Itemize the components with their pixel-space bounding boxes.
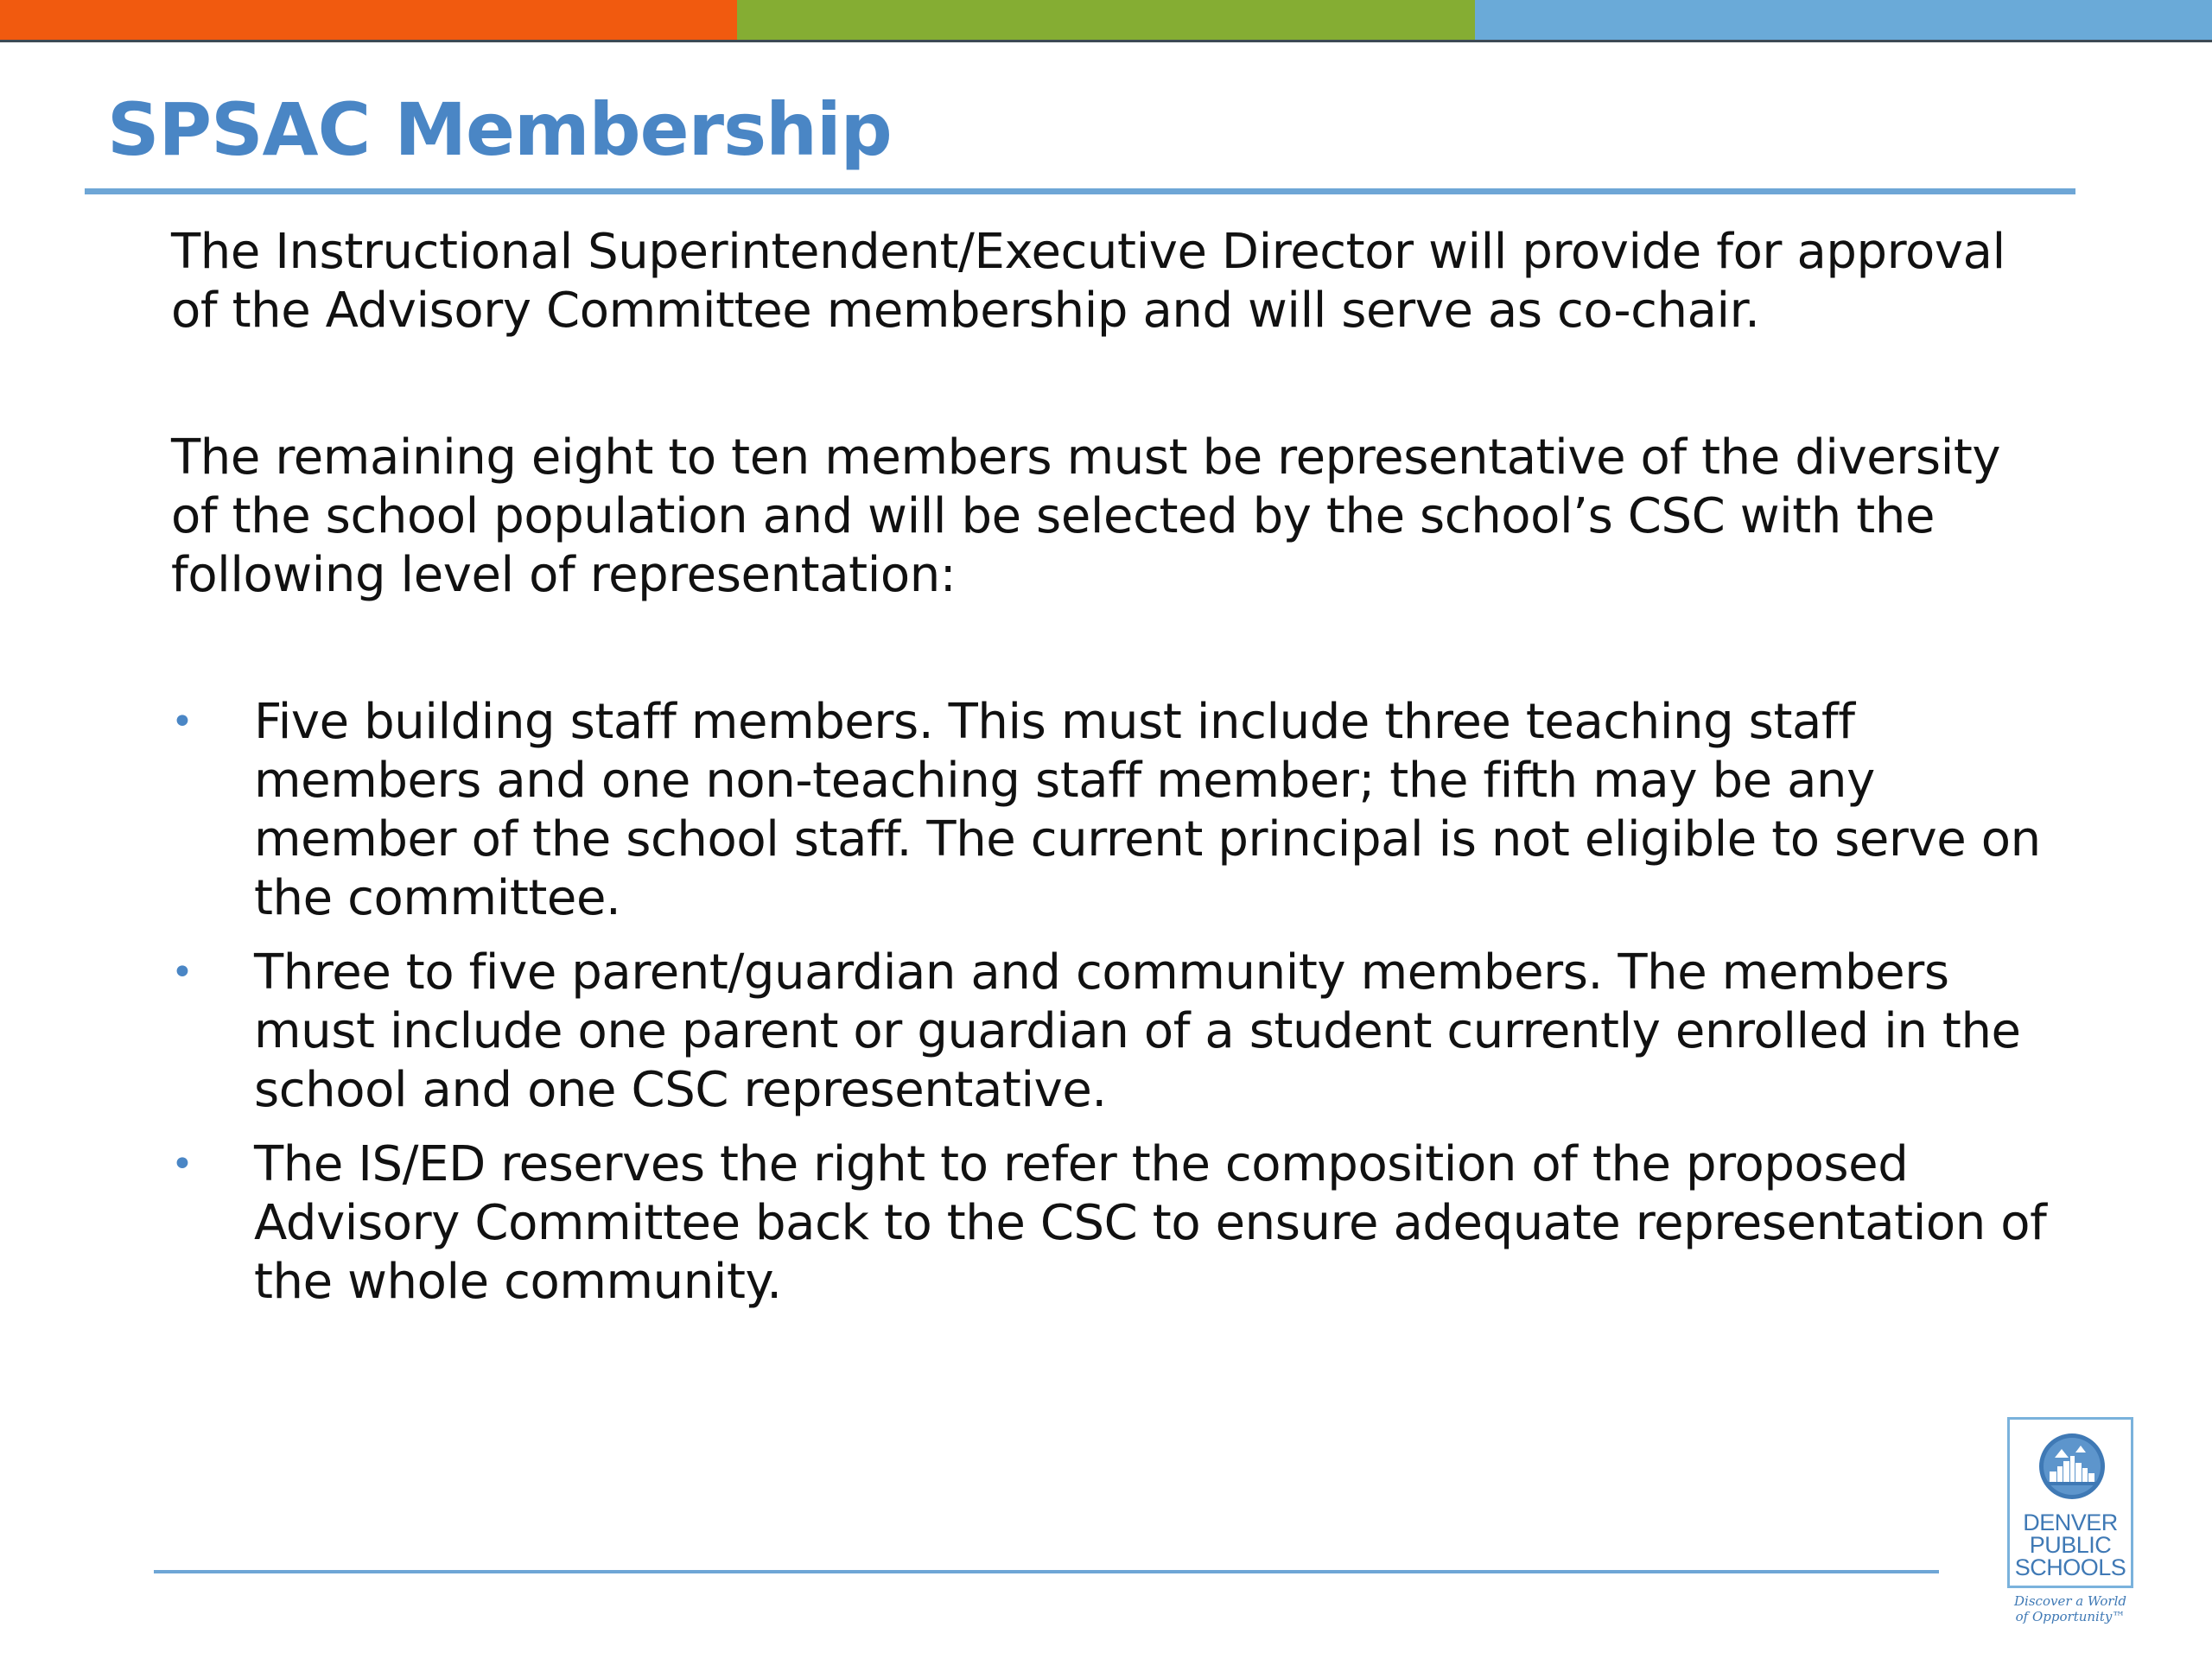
bullet-icon: • bbox=[171, 700, 194, 744]
bullet-icon: • bbox=[171, 1142, 194, 1186]
bullet-text: The IS/ED reserves the right to refer the composition of the proposed Advisory Committee back to the CSC to ensure adequate representation of the whole community. bbox=[254, 1136, 2047, 1310]
intro-paragraph: The Instructional Superintendent/Executive Director will provide for approval of the Advisory Committee membership and will serve as co-chair. bbox=[171, 224, 2005, 339]
city-skyline-icon bbox=[2037, 1432, 2107, 1501]
logo-frame bbox=[2007, 1417, 2133, 1588]
top-bar-blue-segment bbox=[1475, 0, 2212, 42]
list-item bbox=[171, 1135, 2055, 1312]
bullet-text: Three to five parent/guardian and community members. The members must include one parent or guardian of a student currently enrolled in the school and one CSC representative. bbox=[254, 944, 2021, 1118]
logo-tagline-line2: of Opportunity™ bbox=[2015, 1609, 2126, 1624]
logo-wordmark bbox=[2010, 1511, 2131, 1579]
top-color-bar bbox=[0, 0, 2212, 41]
title-divider bbox=[85, 188, 2075, 194]
logo-tagline-line1: Discover a World bbox=[2014, 1593, 2126, 1609]
bullet-text: Five building staff members. This must include three teaching staff members and one non-teaching staff member; the fifth may be any member of the school staff. The current principal is not eligible to serve on the committee. bbox=[254, 694, 2041, 926]
dps-logo bbox=[2005, 1417, 2136, 1624]
slide-title: SPSAC Membership bbox=[107, 87, 892, 172]
list-item bbox=[171, 944, 2055, 1120]
logo-line-public: PUBLIC bbox=[2029, 1532, 2112, 1558]
logo-tagline bbox=[2005, 1593, 2136, 1624]
top-bar-green-segment bbox=[737, 0, 1474, 42]
representation-paragraph: The remaining eight to ten members must be representative of the diversity of the school population and will be selected by the school’s CSC with the following level of representation: bbox=[171, 429, 2001, 603]
logo-line-schools: SCHOOLS bbox=[2014, 1554, 2126, 1580]
top-bar-orange-segment bbox=[0, 0, 737, 42]
list-item bbox=[171, 693, 2055, 928]
footer-divider bbox=[154, 1570, 1939, 1573]
logo-line-denver: DENVER bbox=[2023, 1510, 2118, 1535]
bullet-list bbox=[171, 693, 2055, 1312]
slide-body bbox=[171, 223, 2055, 1327]
bullet-icon: • bbox=[171, 950, 194, 995]
